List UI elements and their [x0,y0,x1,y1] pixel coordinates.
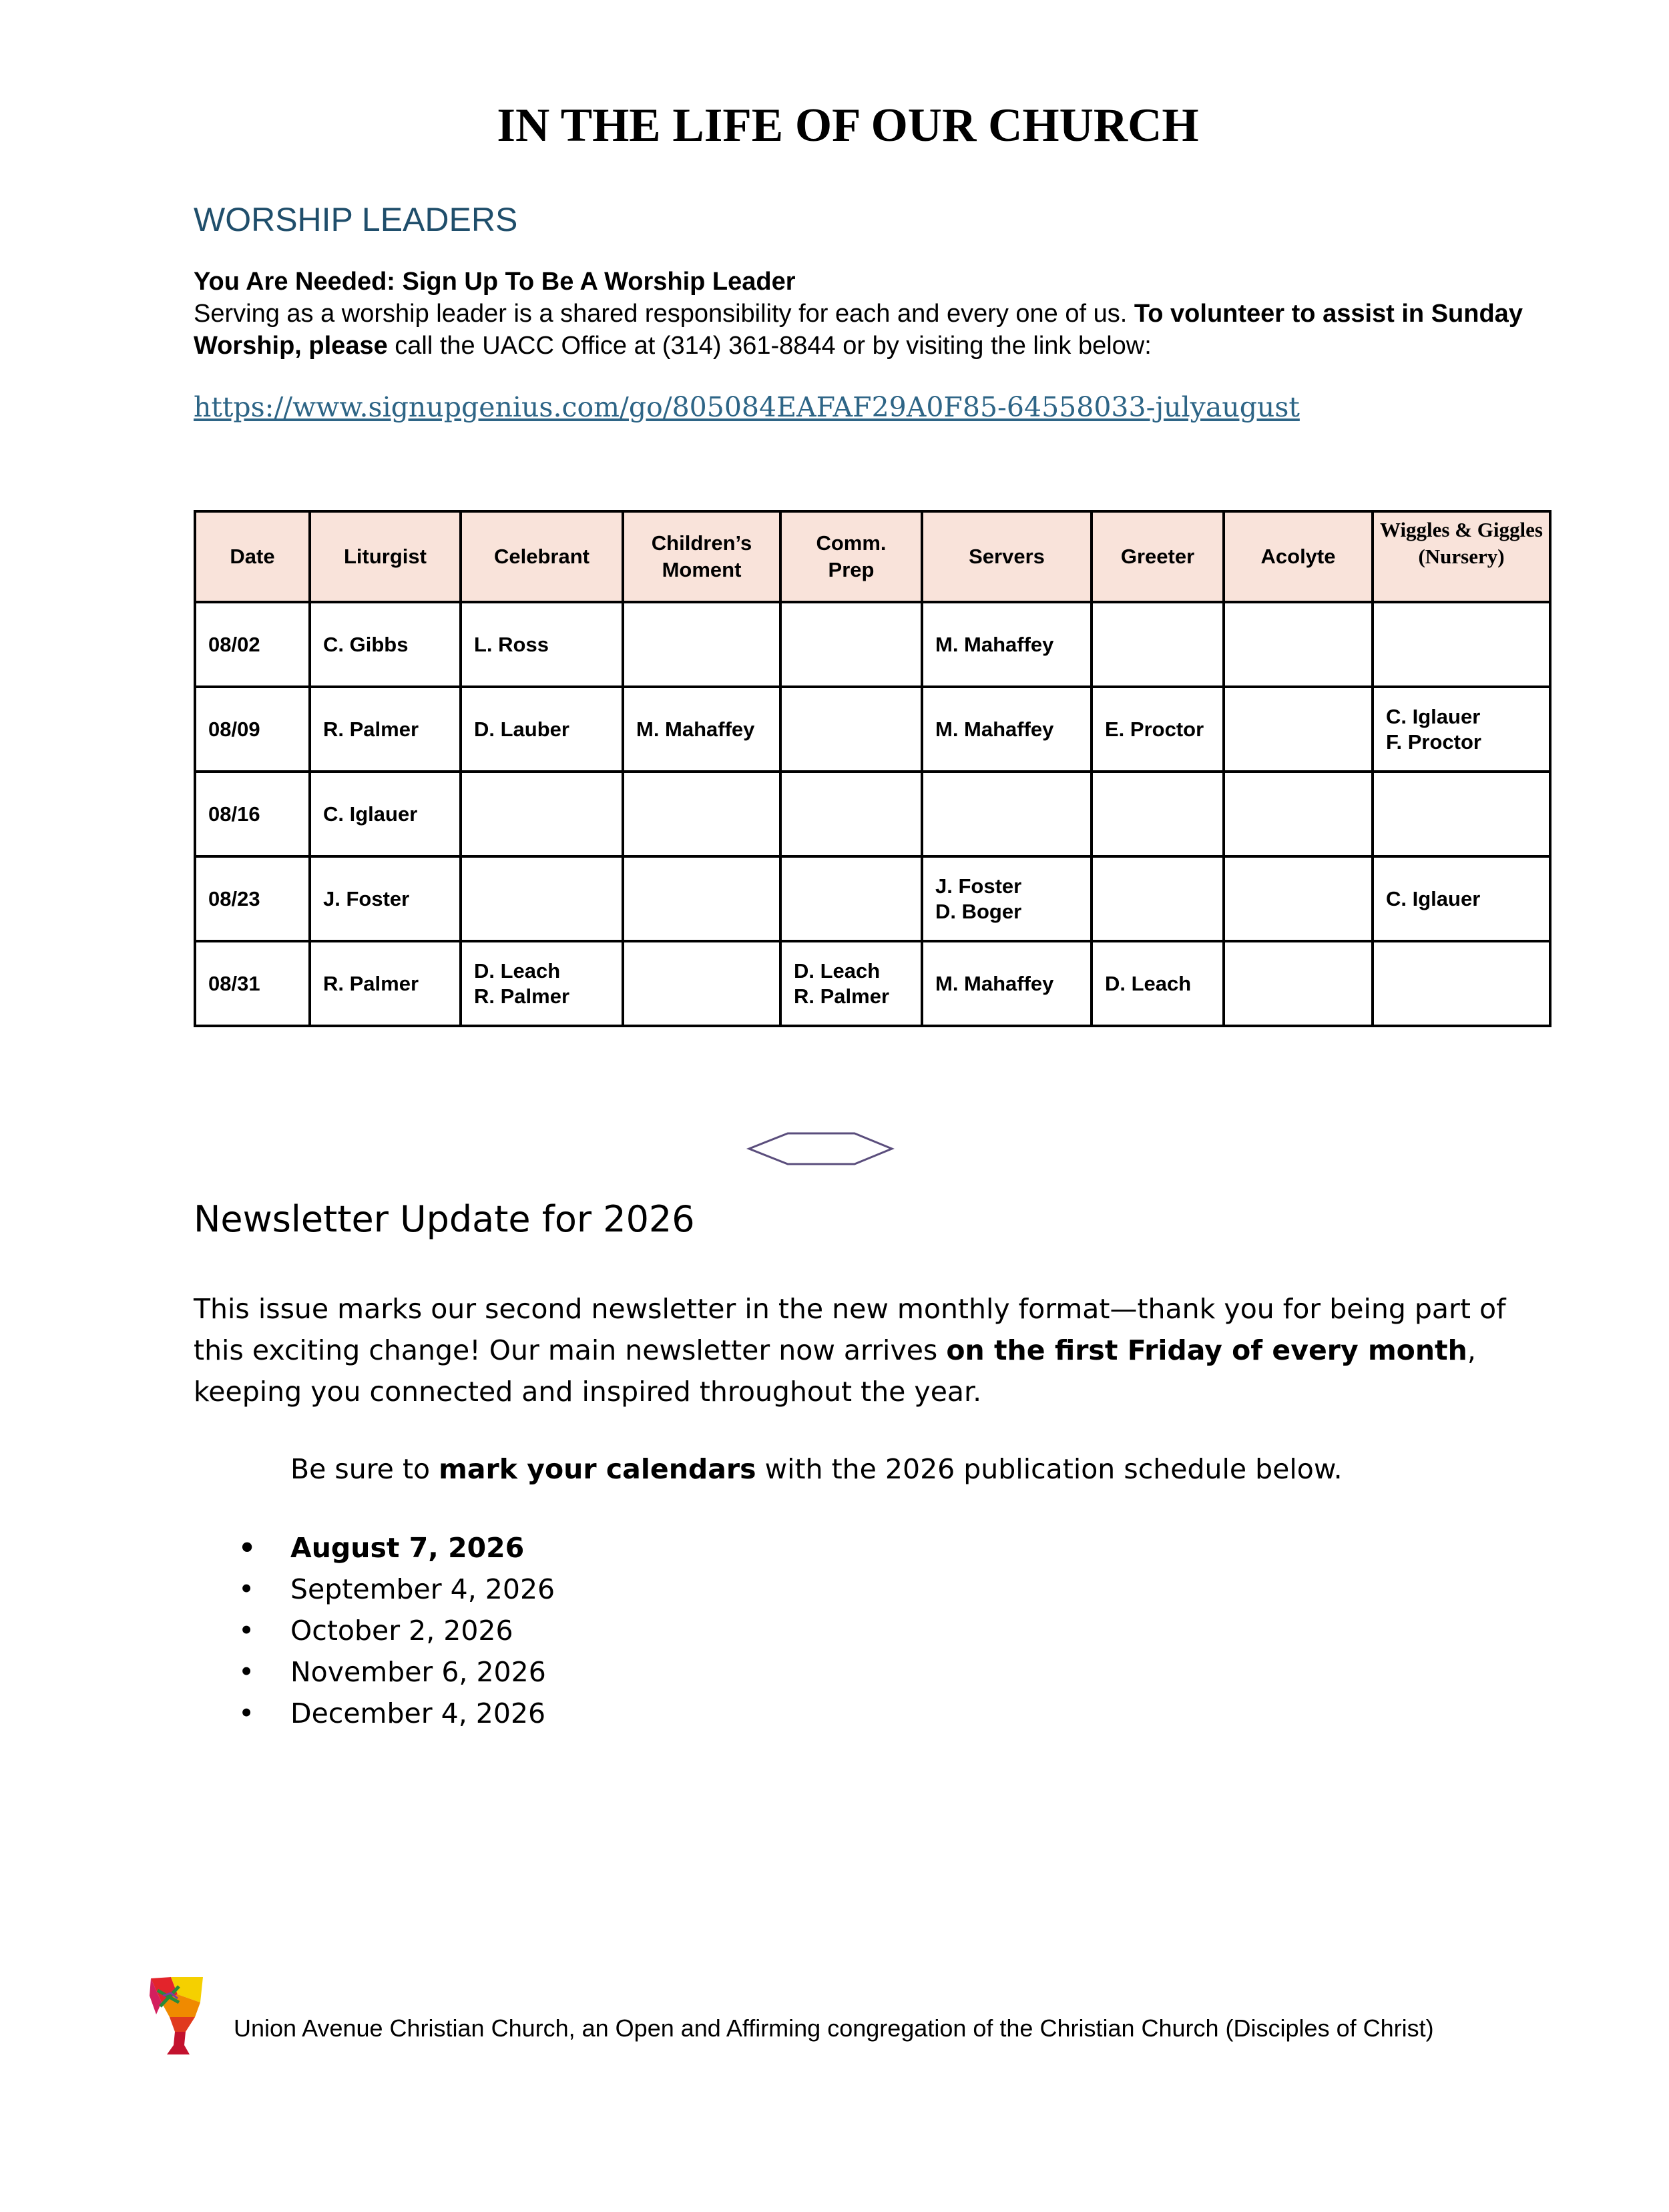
table-cell [461,941,623,1026]
table-cell [1092,941,1224,1026]
table-cell [1092,687,1224,772]
table-cell [1224,856,1373,941]
table-cell [461,856,623,941]
page-title: IN THE LIFE OF OUR CHURCH [497,99,1199,152]
schedule-header [195,511,1550,602]
cell-line: R. Palmer [323,717,419,741]
cell-line: D. Lauber [474,717,569,741]
table-row [195,856,1550,941]
table-cell [1373,602,1550,687]
table-cell [461,602,623,687]
column-header [195,511,310,602]
column-header [1224,511,1373,602]
table-cell [310,941,461,1026]
cell-line: 08/02 [208,632,260,656]
list-item: • December 4, 2026 [290,1693,555,1734]
cell-line: D. Boger [935,899,1022,923]
table-cell [461,772,623,856]
cell-line: 08/09 [208,717,260,741]
column-header [623,511,780,602]
newsletter-body-b: , keeping you connected and inspired throughout the year. [194,1334,1476,1408]
worship-body-a: Serving as a worship leader is a shared responsibility for each and every one of us. [194,300,1134,328]
schedule-body [195,602,1550,1026]
column-header-label: Prep [828,558,875,581]
chalice-logo-icon [148,1976,206,2057]
column-header [1373,511,1550,602]
cell-line: D. Leach [474,958,561,983]
table-cell [623,941,780,1026]
calendar-note [290,1448,1559,1490]
table-row [195,772,1550,856]
table-cell [1092,856,1224,941]
newsletter-body-a: This issue marks our second newsletter in the new monthly format—thank you for being part of this exciting change! Our main newsletter now arrives [194,1293,1506,1366]
table-cell [623,772,780,856]
table-cell [922,856,1092,941]
list-item: • August 7, 2026 [290,1527,555,1569]
cell-line: D. Leach [1105,971,1192,995]
calendar-bold: mark your calendars [439,1453,756,1485]
table-cell [195,772,310,856]
table-cell [922,602,1092,687]
table-cell [1373,941,1550,1026]
table-cell [922,687,1092,772]
table-cell [780,772,922,856]
cell-line: M. Mahaffey [935,632,1054,656]
newsletter-body-bold: on the first Friday of every month [946,1334,1467,1366]
table-cell [310,602,461,687]
table-cell [461,687,623,772]
list-item: • October 2, 2026 [290,1610,555,1651]
column-header-label: Date [230,545,275,568]
cell-line: M. Mahaffey [935,717,1054,741]
worship-intro [194,266,1569,362]
cell-line: 08/31 [208,971,260,995]
table-cell [1373,772,1550,856]
cell-line: R. Palmer [323,971,419,995]
calendar-b: with the 2026 publication schedule below. [756,1453,1343,1485]
column-header [780,511,922,602]
table-cell [780,602,922,687]
table-cell [623,602,780,687]
signup-link[interactable]: https://www.signupgenius.com/go/805084EAFAF29A0F85-64558033-julyaugust [194,391,1300,423]
table-row [195,941,1550,1026]
column-header-label: (Nursery) [1418,545,1505,568]
table-cell [195,602,310,687]
table-row [195,687,1550,772]
cell-line: J. Foster [935,874,1022,898]
table-cell [1224,772,1373,856]
column-header [1092,511,1224,602]
cell-line: C. Gibbs [323,632,409,656]
table-cell [780,941,922,1026]
table-cell [1373,687,1550,772]
list-item: • September 4, 2026 [290,1569,555,1610]
column-header-label: Servers [969,545,1045,568]
worship-leaders-heading: WORSHIP LEADERS [194,201,518,238]
table-cell [310,687,461,772]
table-cell [1224,941,1373,1026]
table-cell [1224,687,1373,772]
table-cell [195,687,310,772]
newsletter-body [194,1288,1529,1412]
column-header [461,511,623,602]
column-header-label: Wiggles & Giggles [1380,518,1543,541]
worship-body-bold: To volunteer to assist in Sunday Worship, please [194,300,1523,360]
column-header-label: Moment [662,558,742,581]
cell-line: C. Iglauer [1386,704,1481,728]
cell-line: R. Palmer [794,984,890,1008]
column-header-label: Comm. [816,531,887,555]
column-header [310,511,461,602]
table-cell [1092,602,1224,687]
footer-text: Union Avenue Christian Church, an Open and Affirming congregation of the Christian Church (Disciples of Christ) [234,2014,1434,2042]
worship-body-b: call the UACC Office at (314) 361-8844 or by visiting the link below: [387,332,1152,360]
cell-line: L. Ross [474,632,549,656]
cell-line: C. Iglauer [1386,886,1481,910]
cell-line: D. Leach [794,958,881,983]
cell-line: R. Palmer [474,984,570,1008]
cell-line: 08/23 [208,886,260,910]
column-header-label: Children’s [651,531,752,555]
table-cell [310,772,461,856]
newsletter-heading: Newsletter Update for 2026 [194,1198,695,1240]
table-row [195,602,1550,687]
column-header-label: Acolyte [1260,545,1336,568]
cell-line: C. Iglauer [323,802,418,826]
table-cell [1373,856,1550,941]
table-cell [780,856,922,941]
table-cell [310,856,461,941]
decorative-divider [200,1128,1449,1168]
table-cell [1224,602,1373,687]
table-cell [1092,772,1224,856]
column-header-label: Celebrant [494,545,589,568]
table-cell [195,941,310,1026]
cell-line: E. Proctor [1105,717,1204,741]
worship-schedule-table [194,510,1552,1027]
cell-line: J. Foster [323,886,410,910]
cell-line: M. Mahaffey [935,971,1054,995]
table-cell [922,941,1092,1026]
cell-line: 08/16 [208,802,260,826]
cell-line: M. Mahaffey [636,717,755,741]
list-item: • November 6, 2026 [290,1651,555,1693]
column-header-label: Liturgist [344,545,427,568]
table-cell [623,687,780,772]
table-cell [780,687,922,772]
table-cell [195,856,310,941]
column-header [922,511,1092,602]
cell-line: F. Proctor [1386,730,1481,754]
worship-lead: You Are Needed: Sign Up To Be A Worship Leader [194,268,796,296]
column-header-label: Greeter [1120,545,1195,568]
calendar-a: Be sure to [290,1453,439,1485]
publication-dates-list [290,1527,555,1734]
table-cell [623,856,780,941]
table-cell [922,772,1092,856]
